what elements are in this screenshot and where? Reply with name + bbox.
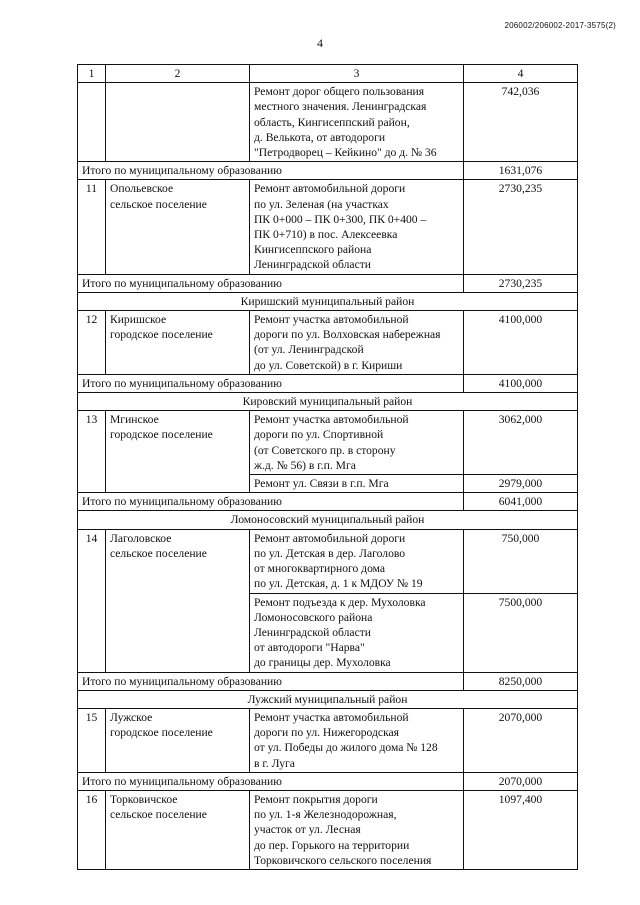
- entry-number: 12: [78, 311, 106, 375]
- municipality-line: Опольевское: [110, 182, 174, 196]
- work-amount: 2730,235: [464, 180, 578, 274]
- total-label: Итого по муниципальному образованию: [78, 162, 464, 180]
- work-line: участок от ул. Лесная: [254, 823, 361, 837]
- work-line: ПК 0+000 – ПК 0+300, ПК 0+400 –: [254, 212, 427, 226]
- work-description: [250, 180, 464, 274]
- column-header: 2: [106, 65, 250, 83]
- municipality-name: [106, 529, 250, 672]
- work-line: Ленинградской области: [254, 625, 371, 639]
- work-line: по ул. Детская в дер. Лаголово: [254, 546, 406, 560]
- total-row: [78, 772, 578, 790]
- total-label: Итого по муниципальному образованию: [78, 672, 464, 690]
- work-line: по ул. Детская, д. 1 к МДОУ № 19: [254, 577, 423, 591]
- work-line: д. Велькота, от автодороги: [254, 130, 386, 144]
- municipality-line: Торковичское: [110, 792, 178, 806]
- work-line: Кингисеппского района: [254, 243, 372, 257]
- work-amount: 4100,000: [464, 311, 578, 375]
- municipality-name: [106, 180, 250, 274]
- municipality-line: Киришское: [110, 313, 167, 327]
- work-line: Торковичского сельского поселения: [254, 853, 432, 867]
- district-name: Ломоносовский муниципальный район: [78, 511, 578, 529]
- entry-row: [78, 790, 578, 869]
- work-line: Ремонт покрытия дороги: [254, 792, 378, 806]
- work-line: в г. Луга: [254, 756, 295, 770]
- work-amount: 2979,000: [464, 475, 578, 493]
- work-line: до границы дер. Мухоловка: [254, 656, 391, 670]
- total-amount: 8250,000: [464, 672, 578, 690]
- municipality-line: сельское поселение: [110, 808, 207, 822]
- district-name: Лужский муниципальный район: [78, 690, 578, 708]
- district-name: Киришский муниципальный район: [78, 292, 578, 310]
- entry-number: 14: [78, 529, 106, 672]
- work-line: Ломоносовского района: [254, 610, 373, 624]
- work-line: ПК 0+710) в пос. Алексеевка: [254, 228, 398, 242]
- work-line: Ремонт участка автомобильной: [254, 313, 409, 327]
- total-amount: 1631,076: [464, 162, 578, 180]
- work-description: [250, 593, 464, 672]
- work-line: от многоквартирного дома: [254, 562, 386, 576]
- section-header-row: [78, 511, 578, 529]
- work-description: [250, 529, 464, 593]
- total-row: [78, 274, 578, 292]
- section-header-row: [78, 393, 578, 411]
- work-line: по ул. Зеленая (на участках: [254, 197, 389, 211]
- work-line: местного значения. Ленинградская: [254, 100, 427, 114]
- municipality-line: городское поселение: [110, 726, 213, 740]
- total-amount: 6041,000: [464, 493, 578, 511]
- entry-row: [78, 529, 578, 593]
- table-body: [78, 65, 578, 870]
- header-row: [78, 65, 578, 83]
- work-description: [250, 83, 464, 162]
- municipality-name: [106, 83, 250, 162]
- work-line: до ул. Советской) в г. Кириши: [254, 358, 403, 372]
- entry-number: 11: [78, 180, 106, 274]
- work-line: дороги по ул. Волховская набережная: [254, 328, 441, 342]
- work-description: [250, 790, 464, 869]
- municipality-line: Лаголовское: [110, 531, 172, 545]
- work-description: [250, 411, 464, 475]
- municipality-name: [106, 311, 250, 375]
- district-name: Кировский муниципальный район: [78, 393, 578, 411]
- work-amount: 742,036: [464, 83, 578, 162]
- entry-row: [78, 180, 578, 274]
- column-header: 1: [78, 65, 106, 83]
- total-label: Итого по муниципальному образованию: [78, 274, 464, 292]
- work-amount: 7500,000: [464, 593, 578, 672]
- municipality-name: [106, 790, 250, 869]
- municipality-name: [106, 708, 250, 772]
- work-line: от автодороги "Нарва": [254, 641, 365, 655]
- entry-row: [78, 411, 578, 475]
- total-row: [78, 162, 578, 180]
- work-line: Ремонт участка автомобильной: [254, 413, 409, 427]
- municipality-name: [106, 411, 250, 493]
- work-line: до пер. Горького на территории: [254, 838, 410, 852]
- section-header-row: [78, 292, 578, 310]
- work-amount: 750,000: [464, 529, 578, 593]
- work-description: [250, 475, 464, 493]
- municipality-line: Лужское: [110, 710, 153, 724]
- work-amount: 2070,000: [464, 708, 578, 772]
- entry-number: 16: [78, 790, 106, 869]
- work-description: [250, 708, 464, 772]
- work-amount: 3062,000: [464, 411, 578, 475]
- municipality-line: Мгинское: [110, 413, 159, 427]
- work-line: Ремонт дорог общего пользования: [254, 85, 425, 99]
- work-line: ж.д. № 56) в г.п. Мга: [254, 458, 356, 472]
- work-line: от ул. Победы до жилого дома № 128: [254, 741, 438, 755]
- road-repair-table: [77, 64, 578, 870]
- total-label: Итого по муниципальному образованию: [78, 374, 464, 392]
- work-line: Ремонт ул. Связи в г.п. Мга: [254, 477, 389, 491]
- work-description: [250, 311, 464, 375]
- municipality-line: городское поселение: [110, 328, 213, 342]
- entry-row: [78, 311, 578, 375]
- work-line: дороги по ул. Спортивной: [254, 428, 384, 442]
- work-line: дороги по ул. Нижегородская: [254, 726, 400, 740]
- municipality-line: городское поселение: [110, 428, 213, 442]
- document-id: 206002/206002-2017-3575(2): [504, 21, 616, 30]
- entry-row: [78, 708, 578, 772]
- work-line: по ул. 1-я Железнодорожная,: [254, 808, 397, 822]
- work-line: "Петродворец – Кейкино" до д. № 36: [254, 146, 437, 160]
- work-line: Ленинградской области: [254, 258, 371, 272]
- work-line: область, Кингисеппский район,: [254, 115, 410, 129]
- section-header-row: [78, 690, 578, 708]
- entry-number: 15: [78, 708, 106, 772]
- total-row: [78, 374, 578, 392]
- municipality-line: сельское поселение: [110, 197, 207, 211]
- entry-row: [78, 83, 578, 162]
- work-line: Ремонт подъезда к дер. Мухоловка: [254, 595, 426, 609]
- total-label: Итого по муниципальному образованию: [78, 493, 464, 511]
- total-row: [78, 672, 578, 690]
- column-header: 4: [464, 65, 578, 83]
- work-line: (от Советского пр. в сторону: [254, 443, 396, 457]
- work-line: Ремонт автомобильной дороги: [254, 182, 406, 196]
- municipality-line: сельское поселение: [110, 546, 207, 560]
- page-number: 4: [317, 36, 323, 50]
- work-amount: 1097,400: [464, 790, 578, 869]
- entry-number: [78, 83, 106, 162]
- total-row: [78, 493, 578, 511]
- total-amount: 2730,235: [464, 274, 578, 292]
- work-line: Ремонт участка автомобильной: [254, 710, 409, 724]
- work-line: (от ул. Ленинградской: [254, 343, 364, 357]
- total-amount: 4100,000: [464, 374, 578, 392]
- work-line: Ремонт автомобильной дороги: [254, 531, 406, 545]
- entry-number: 13: [78, 411, 106, 493]
- total-label: Итого по муниципальному образованию: [78, 772, 464, 790]
- column-header: 3: [250, 65, 464, 83]
- total-amount: 2070,000: [464, 772, 578, 790]
